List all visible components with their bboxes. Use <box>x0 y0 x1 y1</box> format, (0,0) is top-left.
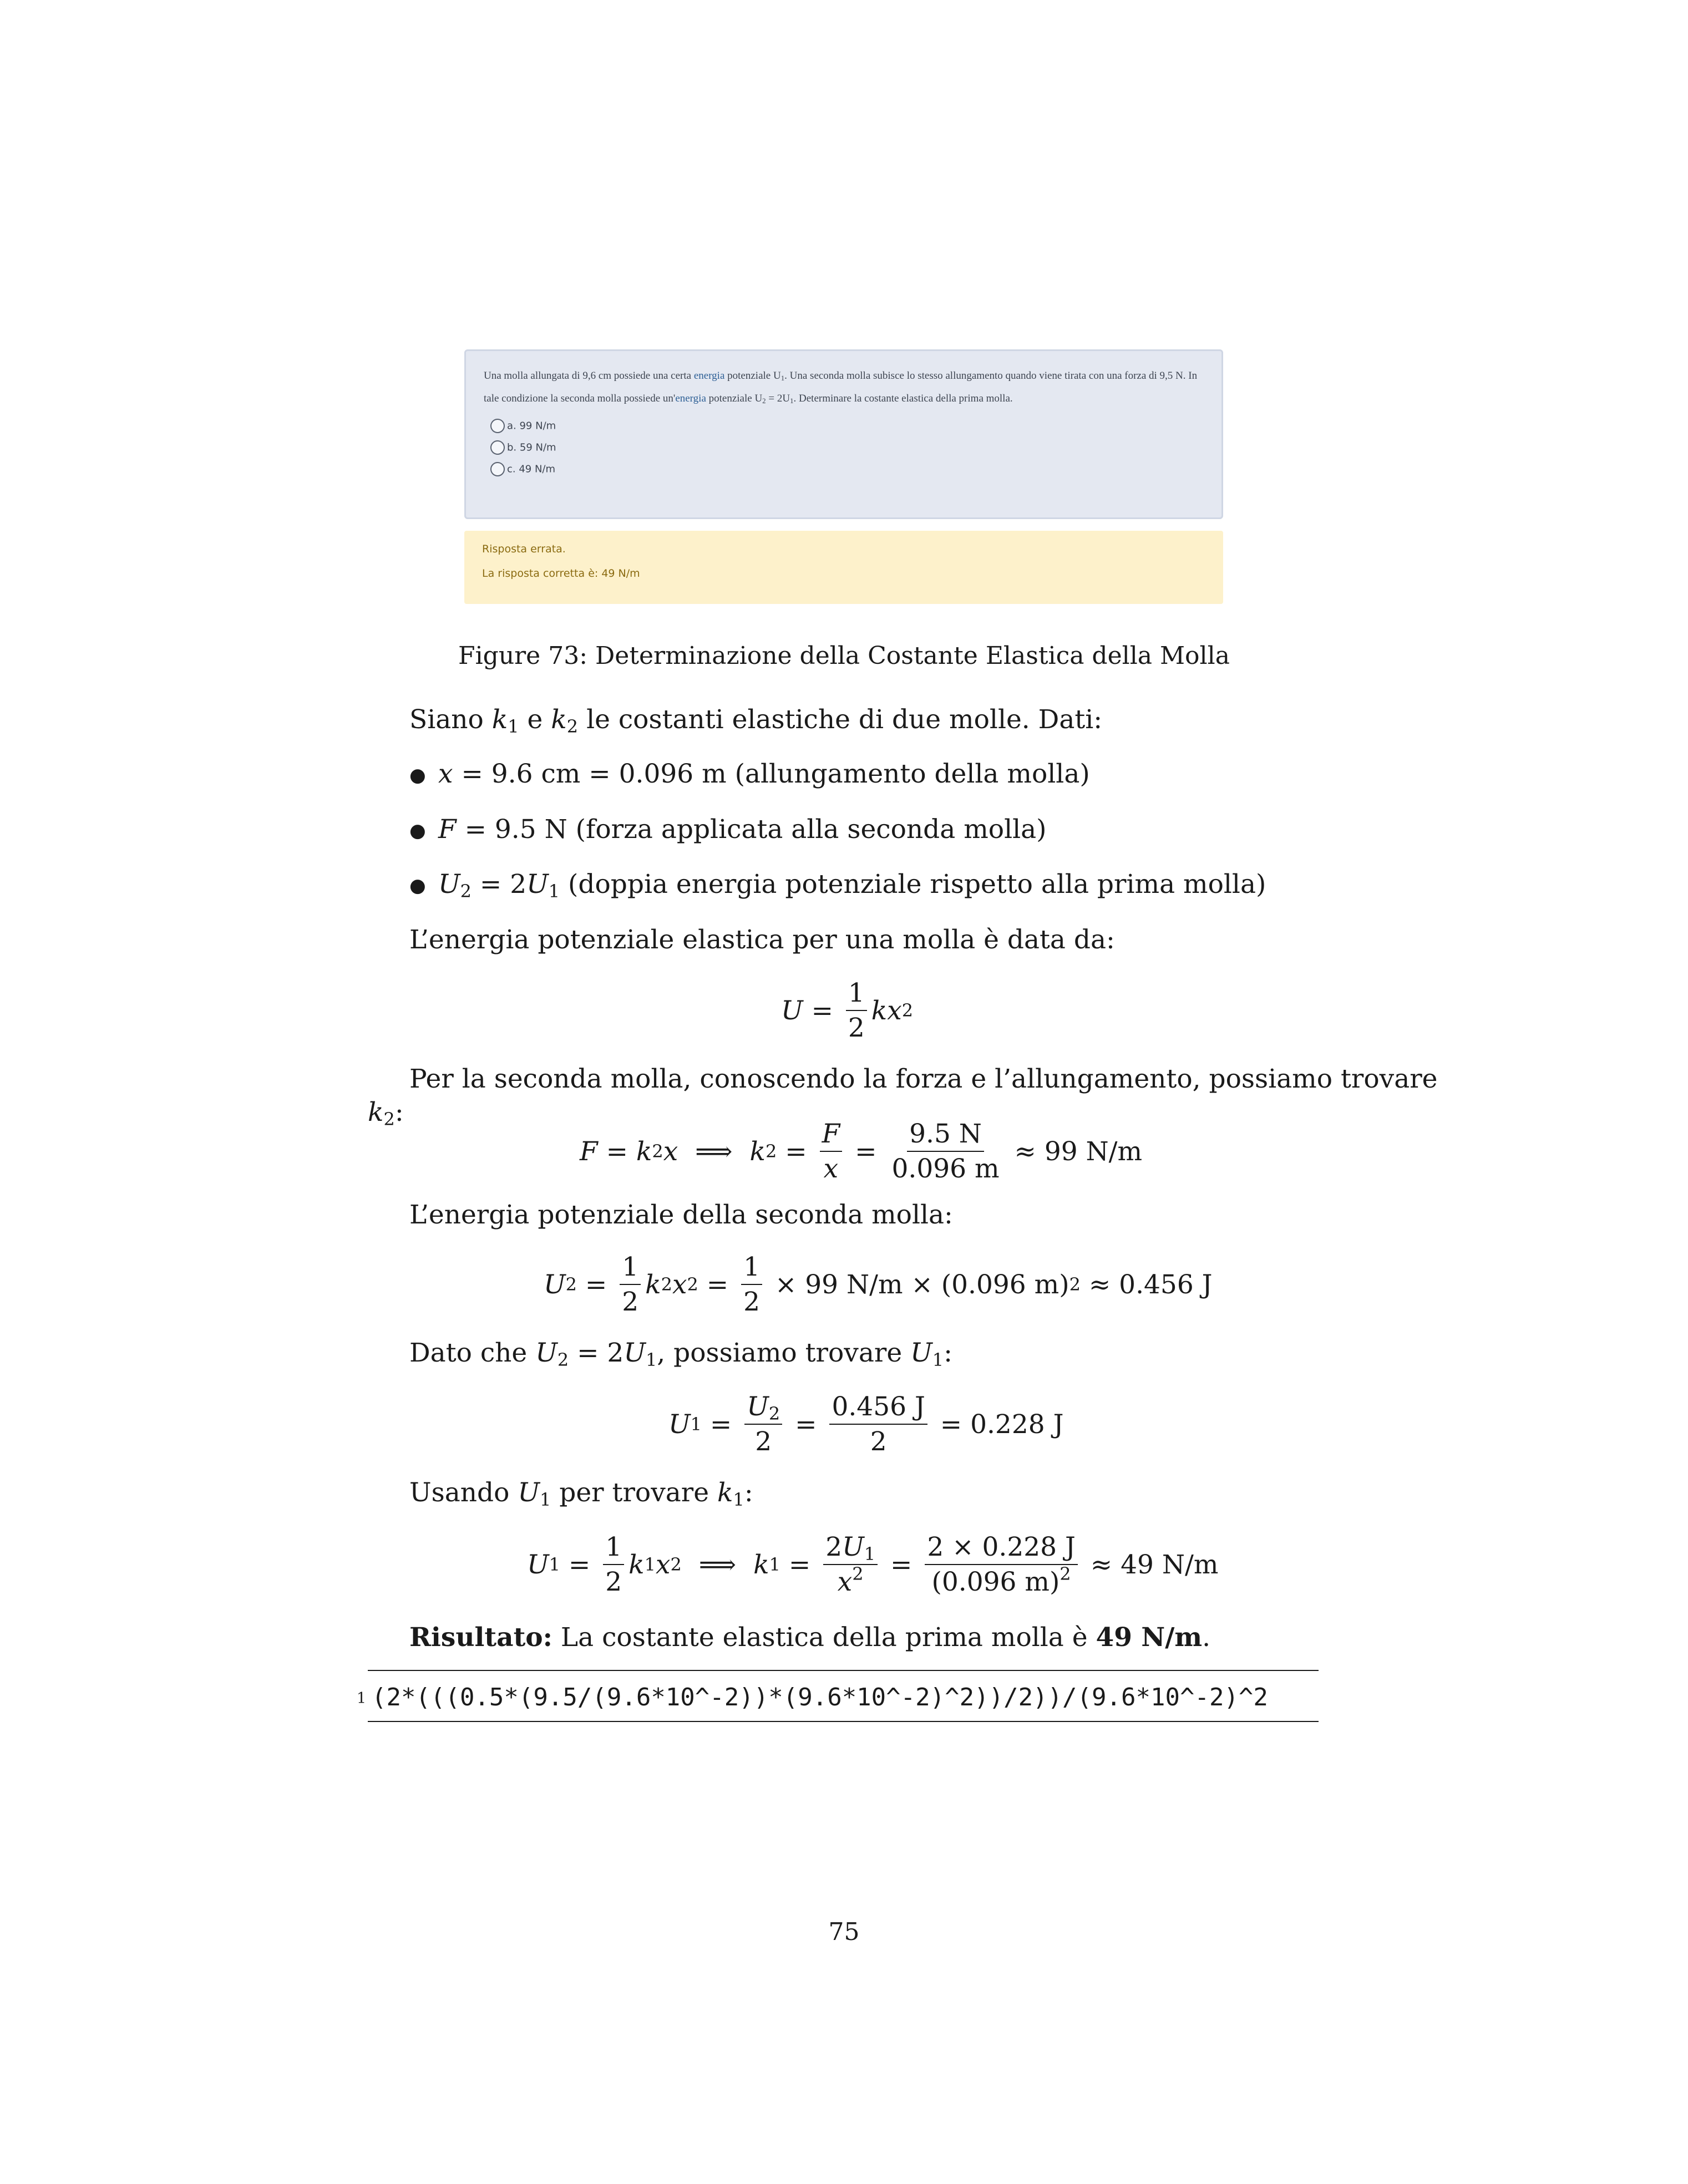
bullet-force: F = 9.5 N (forza applicata alla seconda molla) <box>438 814 1047 845</box>
bullet-x: x = 9.6 cm = 0.096 m (allungamento della molla) <box>438 759 1090 789</box>
second-spring-line: Per la seconda molla, conoscendo la forza e l’allungamento, possiamo trovare <box>409 1064 1438 1094</box>
usando-line: Usando $U_1$ per trovare $k_1$: <box>409 1477 753 1510</box>
feedback-correct: La risposta corretta è: 49 N/m <box>482 567 640 580</box>
radio-icon[interactable] <box>490 440 505 455</box>
bullet-icon: ● <box>409 875 426 897</box>
code-line-number: 1 <box>357 1690 367 1707</box>
dato-line: Dato che $U_2 = 2U_1$, possiamo trovare $U_1$: <box>409 1338 952 1370</box>
bullet-icon: ● <box>409 764 426 786</box>
question-text: Una molla allungata di 9,6 cm possiede una certa energia potenziale $U_1$. Una seconda molla subisce lo stesso allungamento quando viene tirata con una forza di 9,5 N. In tale condizione la seconda molla possiede un'energia potenziale $U_2 = 2U_1$. Determinare la costante elastica della prima molla. <box>484 370 1198 405</box>
radio-icon[interactable] <box>490 419 505 433</box>
k2-label: $k_2$: <box>368 1097 404 1130</box>
feedback-panel <box>464 531 1223 604</box>
feedback-wrong: Risposta errata. <box>482 543 566 555</box>
code-bottom-rule <box>368 1721 1319 1722</box>
option-c[interactable]: c. 49 N/m <box>490 462 555 481</box>
second-energy-line: L’energia potenziale della seconda molla: <box>409 1200 953 1230</box>
code-top-rule <box>368 1670 1319 1671</box>
option-a[interactable]: a. 99 N/m <box>490 419 556 438</box>
equation-u1: U 1 = $\frac{U_2}{2}$ = $\frac{0.456 J}{2}$ = 0.228 J <box>668 1391 1064 1457</box>
code-line: (2*(((0.5*(9.5/(9.6*10^-2))*(9.6*10^-2)^2))/2))/(9.6*10^-2)^2 <box>372 1683 1268 1711</box>
figure-caption: Figure 73: Determinazione della Costante Elastica della Molla <box>458 642 1230 670</box>
equation-k2: F = k 2 x ⟹ k 2 = $\frac{F}{x}$ = $\frac{9.5 N}{0.096 m}$ ≈ 99 N/m <box>580 1119 1143 1185</box>
intro-paragraph: Siano $k_1$ e $k_2$ le costanti elastiche di due molle. Dati: <box>409 704 1103 737</box>
question-panel <box>464 349 1223 519</box>
equation-k1: U 1 = $\frac{1}{2}$ k 1 x 2 ⟹ k 1 = $\frac{2U_1}{x^2}$ = $\frac{2 \times 0.228 J}{(0.096 m)^2}$ ≈ 49 N/m <box>527 1532 1219 1598</box>
equation-elastic-energy: U = $\frac{1}{2}$ kx 2 <box>781 978 914 1044</box>
page-number: 75 <box>828 1918 860 1946</box>
option-b[interactable]: b. 59 N/m <box>490 440 556 459</box>
energia-link[interactable]: energia <box>693 370 725 382</box>
energy-definition-line: L’energia potenziale elastica per una molla è data da: <box>409 925 1115 955</box>
bullet-icon: ● <box>409 820 426 842</box>
bullet-energy: $U_2 = 2U_1$ (doppia energia potenziale rispetto alla prima molla) <box>438 869 1266 902</box>
energia-link-2[interactable]: energia <box>675 393 706 404</box>
result-line: Risultato: La costante elastica della prima molla è 49 N/m. <box>409 1622 1211 1653</box>
equation-u2: U 2 = $\frac{1}{2}$ k 2 x 2 = $\frac{1}{2}$ × 99 N/m × ( 0.096 m ) 2 ≈ 0.456 J <box>544 1252 1213 1318</box>
radio-icon[interactable] <box>490 462 505 476</box>
